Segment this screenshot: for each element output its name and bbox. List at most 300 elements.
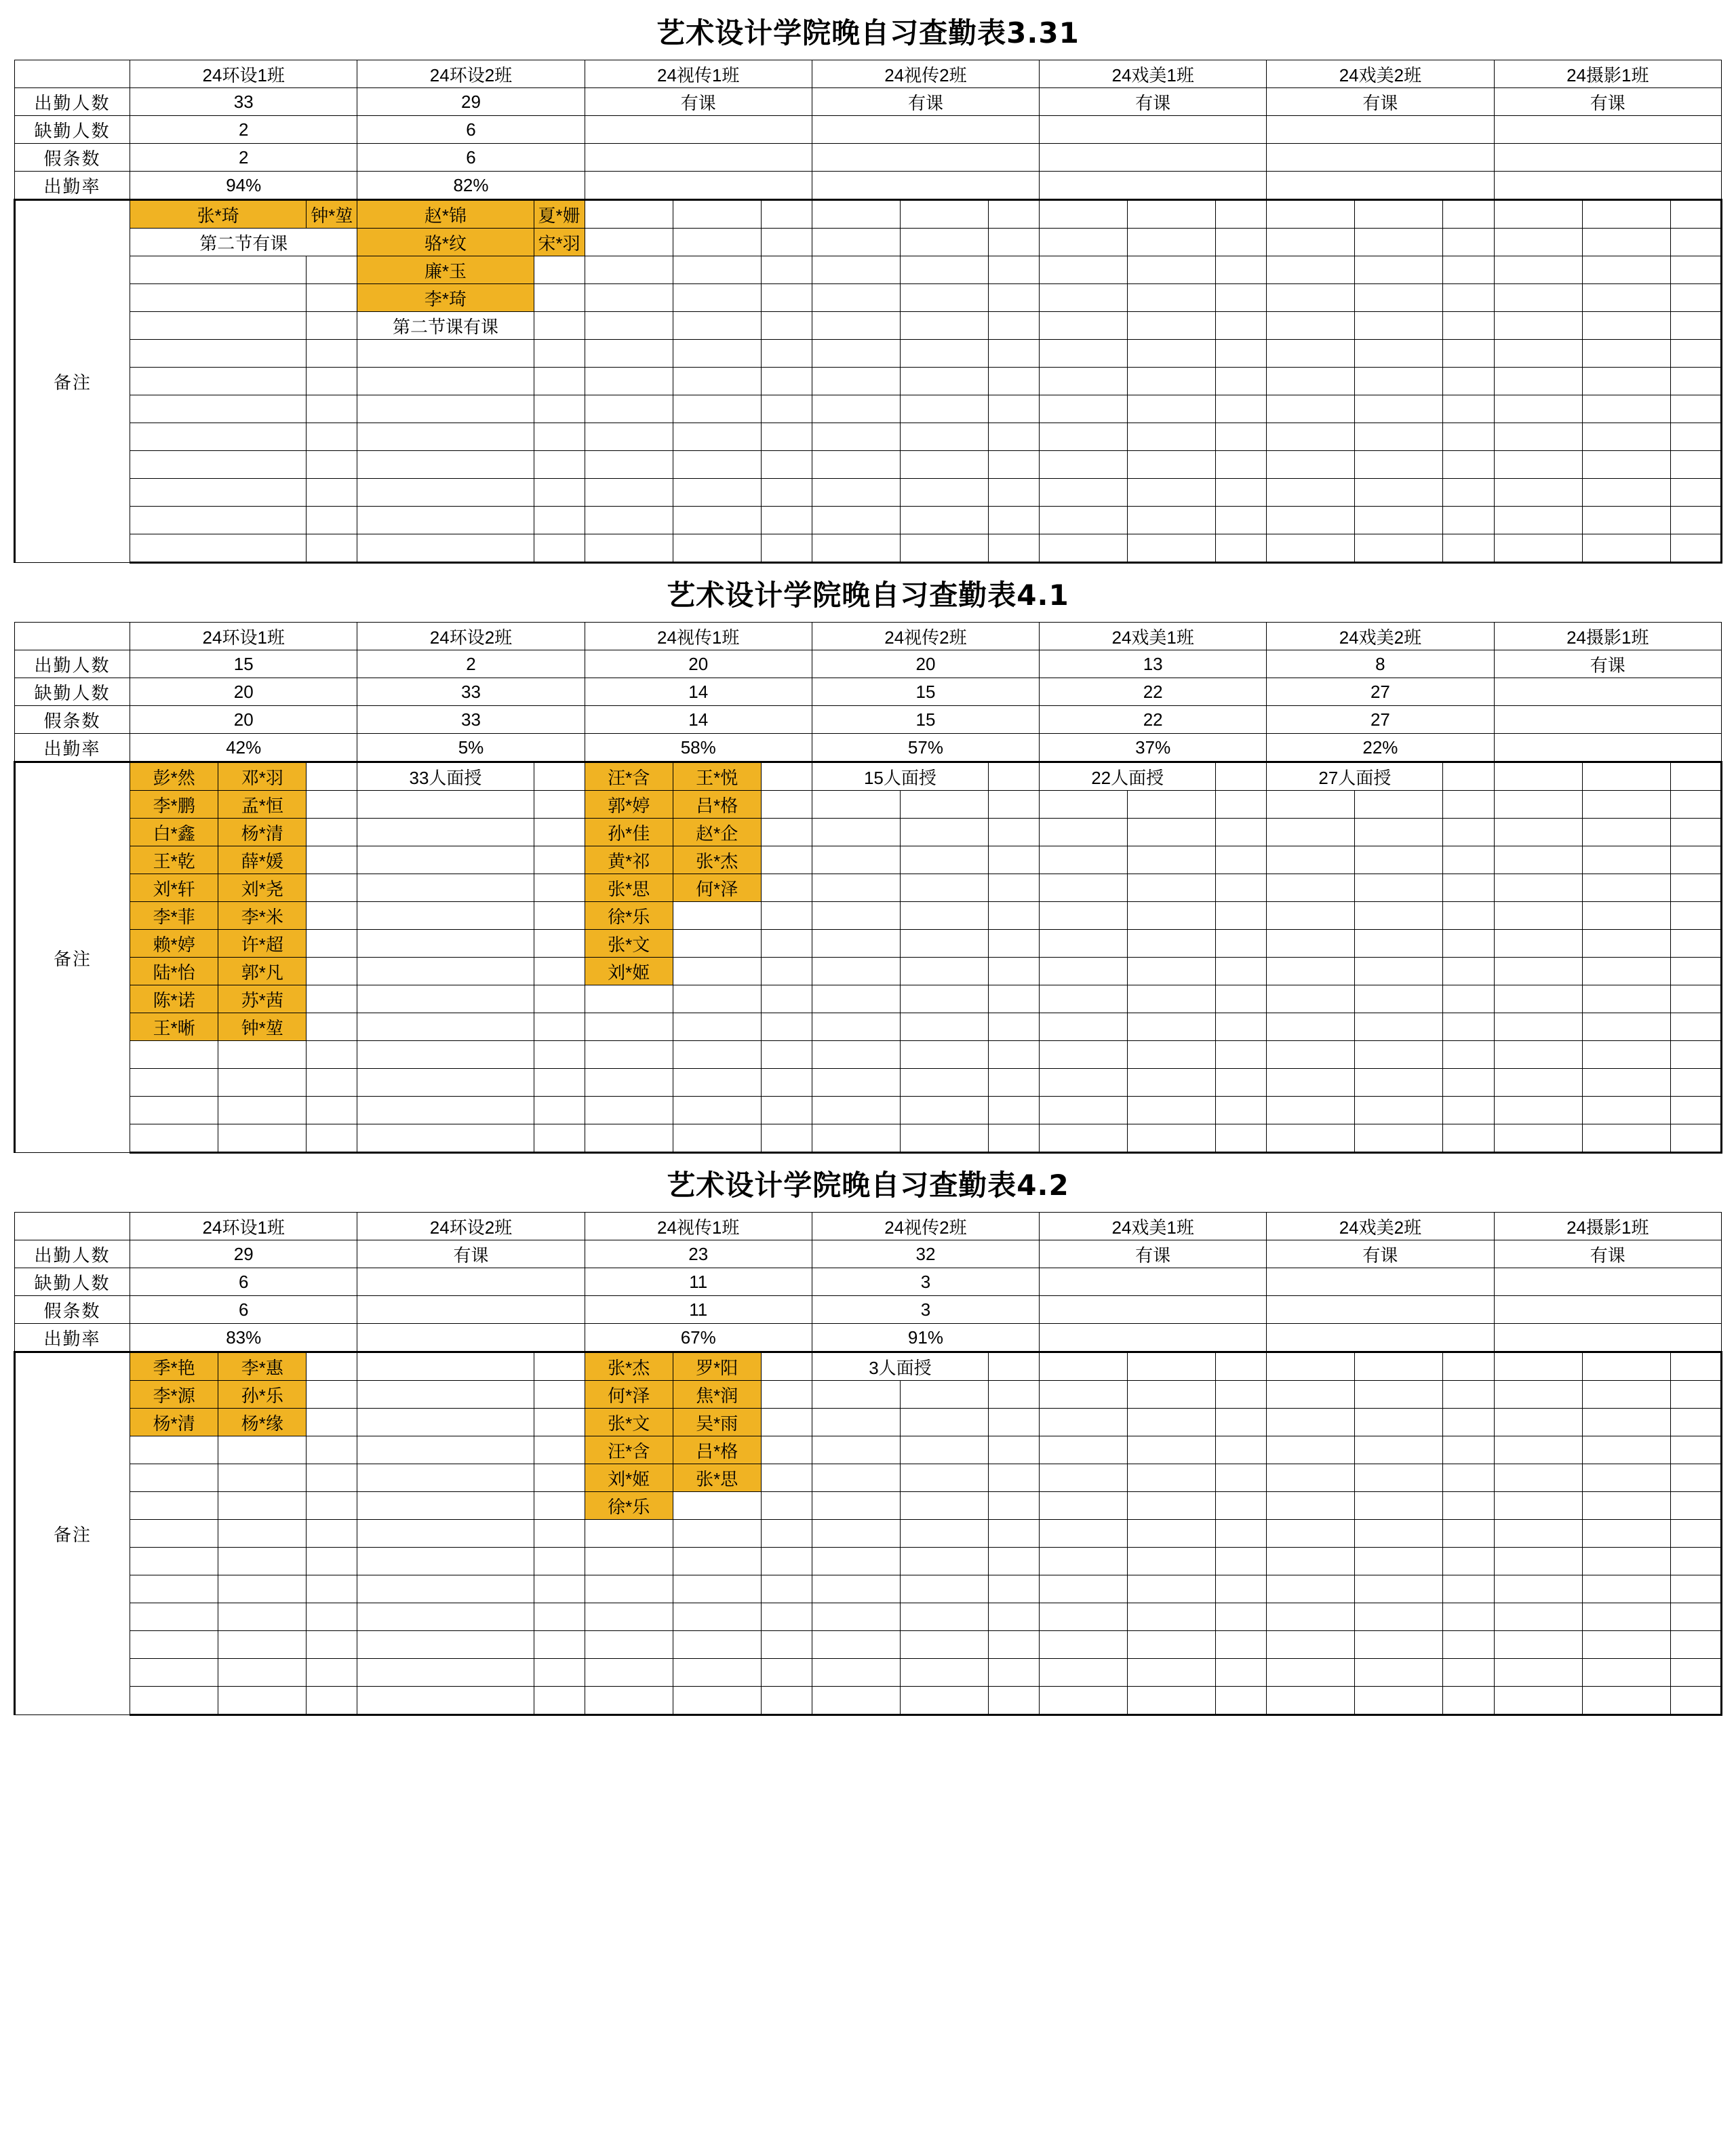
blank-cell [989, 340, 1040, 368]
remark-name: 何*泽 [673, 874, 761, 902]
blank-cell [761, 340, 812, 368]
blank-cell [1443, 1659, 1494, 1687]
blank-cell [761, 874, 812, 902]
blank-cell [1670, 958, 1721, 985]
blank-cell [534, 507, 585, 534]
blank-cell [1355, 1381, 1443, 1409]
blank-cell [1267, 1436, 1355, 1464]
blank-cell [1582, 1492, 1670, 1520]
absence-value-5 [1267, 1268, 1494, 1296]
blank-cell [1216, 819, 1267, 846]
blank-cell [1494, 958, 1582, 985]
blank-cell [218, 1041, 307, 1069]
blank-cell [1040, 1381, 1128, 1409]
attendance-value-5: 有课 [1267, 88, 1494, 116]
table-row-leave [15, 1296, 1722, 1324]
blank-cell [1582, 507, 1670, 534]
blank-cell [1267, 534, 1355, 563]
blank-cell [812, 1381, 900, 1409]
blank-cell [1267, 902, 1355, 930]
blank-cell [1040, 846, 1128, 874]
blank-cell [307, 395, 357, 423]
blank-cell [1670, 340, 1721, 368]
remark-name: 杨*清 [130, 1409, 218, 1436]
blank-cell [1040, 256, 1128, 284]
blank-cell [1582, 1097, 1670, 1124]
blank-cell [307, 1548, 357, 1575]
remark-name: 李*惠 [218, 1352, 307, 1381]
table-row-remark [15, 1464, 1722, 1492]
blank-cell [130, 1492, 218, 1520]
blank-cell [357, 1069, 534, 1097]
remark-name: 杨*清 [218, 819, 307, 846]
blank-cell [357, 958, 534, 985]
blank-cell [1267, 1548, 1355, 1575]
blank-cell [307, 1409, 357, 1436]
blank-cell [585, 451, 673, 479]
blank-cell [812, 1069, 900, 1097]
blank-cell [812, 930, 900, 958]
blank-cell [673, 1548, 761, 1575]
blank-cell [1670, 930, 1721, 958]
blank-cell [1494, 1352, 1582, 1381]
rate-value-5: 22% [1267, 734, 1494, 762]
absence-value-3 [812, 116, 1039, 144]
blank-cell [761, 256, 812, 284]
blank-cell [585, 1548, 673, 1575]
blank-cell [585, 256, 673, 284]
blank-cell [812, 1409, 900, 1436]
blank-cell [1670, 1659, 1721, 1687]
attendance-value-3: 32 [812, 1240, 1039, 1268]
attendance-table-3 [14, 1212, 1722, 1716]
blank-cell [218, 1575, 307, 1603]
row-label-leave: 假条数 [15, 1296, 130, 1324]
blank-cell [1355, 256, 1443, 284]
blank-cell [1216, 1436, 1267, 1464]
blank-cell [1355, 1687, 1443, 1715]
remark-name: 白*鑫 [130, 819, 218, 846]
blank-cell [1443, 1124, 1494, 1153]
blank-cell [130, 395, 307, 423]
blank-cell [989, 507, 1040, 534]
blank-cell [1040, 312, 1128, 340]
blank-cell [1216, 1575, 1267, 1603]
blank-cell [1670, 985, 1721, 1013]
blank-cell [673, 985, 761, 1013]
blank-cell [218, 1097, 307, 1124]
blank-cell [761, 1436, 812, 1464]
blank-cell [585, 1041, 673, 1069]
blank-cell [1355, 1575, 1443, 1603]
row-label-leave: 假条数 [15, 144, 130, 172]
blank-cell [307, 1381, 357, 1409]
blank-cell [1494, 819, 1582, 846]
remark-note: 第二节课有课 [357, 312, 534, 340]
blank-cell [1267, 1575, 1355, 1603]
blank-cell [761, 534, 812, 563]
blank-cell [1443, 874, 1494, 902]
blank-cell [989, 200, 1040, 229]
table-row-classheader [15, 623, 1722, 650]
corner-cell [15, 623, 130, 650]
blank-cell [585, 312, 673, 340]
blank-cell [1443, 846, 1494, 874]
blank-cell [585, 1097, 673, 1124]
blank-cell [900, 451, 988, 479]
blank-cell [1128, 1409, 1216, 1436]
blank-cell [218, 1069, 307, 1097]
blank-cell [1443, 1575, 1494, 1603]
remark-name: 廉*玉 [357, 256, 534, 284]
blank-cell [1355, 534, 1443, 563]
blank-cell [761, 451, 812, 479]
table-row-remark [15, 1575, 1722, 1603]
table-row-remark [15, 534, 1722, 563]
blank-cell [1582, 1381, 1670, 1409]
blank-cell [1128, 534, 1216, 563]
blank-cell [1443, 1603, 1494, 1631]
remark-name: 许*超 [218, 930, 307, 958]
blank-cell [357, 340, 534, 368]
blank-cell [534, 1352, 585, 1381]
blank-cell [1216, 256, 1267, 284]
blank-cell [900, 1464, 988, 1492]
blank-cell [1494, 791, 1582, 819]
blank-cell [1216, 791, 1267, 819]
blank-cell [1494, 423, 1582, 451]
blank-cell [1670, 1464, 1721, 1492]
blank-cell [1355, 791, 1443, 819]
rate-value-2: 67% [585, 1324, 812, 1352]
page-title-2: 艺术设计学院晚自习查勤表4.1 [667, 579, 1069, 612]
blank-cell [1216, 1520, 1267, 1548]
class-header-6: 24摄影1班 [1494, 623, 1721, 650]
attendance-block-1 [14, 4, 1722, 564]
table-row-remark [15, 958, 1722, 985]
blank-cell [761, 368, 812, 395]
table-row-remark [15, 479, 1722, 507]
blank-cell [673, 930, 761, 958]
remark-name: 王*悦 [673, 762, 761, 791]
blank-cell [1494, 985, 1582, 1013]
blank-cell [1040, 1520, 1128, 1548]
table-row-remark [15, 229, 1722, 256]
blank-cell [989, 1013, 1040, 1041]
blank-cell [1128, 1352, 1216, 1381]
blank-cell [357, 1409, 534, 1436]
blank-cell [1267, 985, 1355, 1013]
blank-cell [1040, 1124, 1128, 1153]
blank-cell [1355, 1409, 1443, 1436]
leave-value-5: 27 [1267, 706, 1494, 734]
attendance-value-6: 有课 [1494, 650, 1721, 678]
remark-name: 钟*堃 [307, 200, 357, 229]
blank-cell [1128, 1492, 1216, 1520]
blank-cell [900, 1687, 988, 1715]
blank-cell [1267, 507, 1355, 534]
blank-cell [900, 423, 988, 451]
blank-cell [761, 1352, 812, 1381]
blank-cell [1216, 1548, 1267, 1575]
blank-cell [812, 985, 900, 1013]
blank-cell [989, 256, 1040, 284]
blank-cell [900, 846, 988, 874]
class-header-3: 24视传2班 [812, 60, 1039, 88]
blank-cell [585, 479, 673, 507]
blank-cell [130, 1436, 218, 1464]
table-row-remark [15, 1013, 1722, 1041]
remark-name: 刘*姬 [585, 958, 673, 985]
remark-name: 焦*润 [673, 1381, 761, 1409]
blank-cell [1494, 1575, 1582, 1603]
blank-cell [130, 1631, 218, 1659]
blank-cell [1040, 479, 1128, 507]
blank-cell [1128, 507, 1216, 534]
blank-cell [761, 791, 812, 819]
blank-cell [307, 1520, 357, 1548]
blank-cell [357, 534, 534, 563]
table-row-remark [15, 846, 1722, 874]
blank-cell [1128, 1575, 1216, 1603]
blank-cell [534, 819, 585, 846]
blank-cell [673, 312, 761, 340]
blank-cell [989, 985, 1040, 1013]
blank-cell [534, 395, 585, 423]
attendance-value-1: 2 [357, 650, 585, 678]
blank-cell [673, 1520, 761, 1548]
blank-cell [357, 1097, 534, 1124]
blank-cell [812, 284, 900, 312]
blank-cell [1040, 1069, 1128, 1097]
blank-cell [357, 1041, 534, 1069]
blank-cell [1128, 819, 1216, 846]
blank-cell [534, 451, 585, 479]
blank-cell [218, 1464, 307, 1492]
blank-cell [1494, 1631, 1582, 1659]
rate-value-6 [1494, 172, 1721, 200]
remark-name: 邓*羽 [218, 762, 307, 791]
blank-cell [1216, 1352, 1267, 1381]
blank-cell [1582, 340, 1670, 368]
blank-cell [989, 1097, 1040, 1124]
blank-cell [1494, 1659, 1582, 1687]
blank-cell [812, 256, 900, 284]
blank-cell [1040, 874, 1128, 902]
table-row-remark [15, 1687, 1722, 1715]
blank-cell [1670, 256, 1721, 284]
blank-cell [130, 1603, 218, 1631]
remark-name: 孙*乐 [218, 1381, 307, 1409]
blank-cell [1128, 200, 1216, 229]
blank-cell [673, 902, 761, 930]
blank-cell [900, 819, 988, 846]
blank-cell [1128, 312, 1216, 340]
table-row-remark [15, 902, 1722, 930]
blank-cell [1040, 958, 1128, 985]
blank-cell [900, 874, 988, 902]
class-header-5: 24戏美2班 [1267, 623, 1494, 650]
blank-cell [989, 1436, 1040, 1464]
blank-cell [1582, 1124, 1670, 1153]
blank-cell [761, 1603, 812, 1631]
blank-cell [307, 1436, 357, 1464]
blank-cell [1494, 395, 1582, 423]
table-row-remark [15, 200, 1722, 229]
blank-cell [1040, 1464, 1128, 1492]
rate-value-1: 82% [357, 172, 585, 200]
blank-cell [1443, 902, 1494, 930]
blank-cell [130, 1687, 218, 1715]
blank-cell [1040, 1603, 1128, 1631]
blank-cell [1582, 200, 1670, 229]
leave-value-6 [1494, 706, 1721, 734]
remark-name: 汪*含 [585, 1436, 673, 1464]
blank-cell [1040, 1352, 1128, 1381]
blank-cell [307, 1041, 357, 1069]
table-row-rate [15, 172, 1722, 200]
blank-cell [900, 312, 988, 340]
blank-cell [761, 762, 812, 791]
blank-cell [1128, 1069, 1216, 1097]
blank-cell [761, 1659, 812, 1687]
blank-cell [1670, 1492, 1721, 1520]
blank-cell [812, 340, 900, 368]
blank-cell [1128, 1013, 1216, 1041]
blank-cell [534, 1687, 585, 1715]
attendance-value-1: 有课 [357, 1240, 585, 1268]
blank-cell [357, 1013, 534, 1041]
blank-cell [130, 1575, 218, 1603]
class-header-0: 24环设1班 [130, 1213, 357, 1240]
blank-cell [1355, 1124, 1443, 1153]
blank-cell [1216, 1069, 1267, 1097]
table-row-remark [15, 451, 1722, 479]
blank-cell [307, 1069, 357, 1097]
remark-note: 15人面授 [812, 762, 988, 791]
attendance-value-2: 23 [585, 1240, 812, 1268]
remark-name: 赵*锦 [357, 200, 534, 229]
table-row-remark [15, 1520, 1722, 1548]
blank-cell [534, 1069, 585, 1097]
blank-cell [989, 762, 1040, 791]
attendance-value-2: 20 [585, 650, 812, 678]
blank-cell [673, 1013, 761, 1041]
blank-cell [218, 1659, 307, 1687]
row-label-remark: 备注 [15, 1352, 130, 1715]
blank-cell [900, 1041, 988, 1069]
blank-cell [900, 284, 988, 312]
remark-name: 陈*诺 [130, 985, 218, 1013]
blank-cell [307, 1575, 357, 1603]
remark-name: 宋*羽 [534, 229, 585, 256]
table-row-remark [15, 791, 1722, 819]
blank-cell [1267, 1124, 1355, 1153]
blank-cell [1443, 1464, 1494, 1492]
attendance-value-6: 有课 [1494, 1240, 1721, 1268]
blank-cell [534, 534, 585, 563]
blank-cell [585, 1575, 673, 1603]
blank-cell [900, 340, 988, 368]
blank-cell [673, 368, 761, 395]
blank-cell [900, 1069, 988, 1097]
blank-cell [761, 1631, 812, 1659]
blank-cell [673, 1041, 761, 1069]
remark-note: 27人面授 [1267, 762, 1443, 791]
blank-cell [307, 874, 357, 902]
blank-cell [1443, 256, 1494, 284]
remark-name: 李*琦 [357, 284, 534, 312]
blank-cell [357, 1520, 534, 1548]
blank-cell [989, 902, 1040, 930]
attendance-block-3 [14, 1156, 1722, 1716]
table-row-classheader [15, 1213, 1722, 1240]
table-row-remark [15, 1041, 1722, 1069]
blank-cell [1582, 256, 1670, 284]
blank-cell [1216, 762, 1267, 791]
blank-cell [900, 229, 988, 256]
blank-cell [357, 1603, 534, 1631]
table-row-remark [15, 1492, 1722, 1520]
blank-cell [989, 1687, 1040, 1715]
blank-cell [900, 1548, 988, 1575]
blank-cell [1582, 958, 1670, 985]
blank-cell [1494, 1520, 1582, 1548]
blank-cell [1494, 507, 1582, 534]
blank-cell [1040, 1436, 1128, 1464]
blank-cell [130, 1464, 218, 1492]
remark-name: 吴*雨 [673, 1409, 761, 1436]
blank-cell [534, 1381, 585, 1409]
attendance-value-5: 有课 [1267, 1240, 1494, 1268]
blank-cell [1128, 451, 1216, 479]
blank-cell [1582, 534, 1670, 563]
blank-cell [989, 284, 1040, 312]
blank-cell [989, 1069, 1040, 1097]
blank-cell [1443, 762, 1494, 791]
blank-cell [812, 1124, 900, 1153]
blank-cell [989, 1381, 1040, 1409]
blank-cell [130, 451, 307, 479]
blank-cell [1040, 1631, 1128, 1659]
class-header-2: 24视传1班 [585, 1213, 812, 1240]
row-label-attendance: 出勤人数 [15, 1240, 130, 1268]
blank-cell [130, 340, 307, 368]
blank-cell [1355, 1631, 1443, 1659]
blank-cell [1040, 200, 1128, 229]
blank-cell [585, 395, 673, 423]
blank-cell [989, 1659, 1040, 1687]
blank-cell [900, 1124, 988, 1153]
attendance-value-2: 有课 [585, 88, 812, 116]
blank-cell [585, 985, 673, 1013]
blank-cell [1670, 874, 1721, 902]
blank-cell [1494, 451, 1582, 479]
blank-cell [812, 1097, 900, 1124]
blank-cell [1267, 1381, 1355, 1409]
attendance-table-1 [14, 60, 1722, 564]
blank-cell [1267, 229, 1355, 256]
blank-cell [218, 1436, 307, 1464]
blank-cell [812, 451, 900, 479]
blank-cell [761, 1520, 812, 1548]
blank-cell [1494, 534, 1582, 563]
blank-cell [585, 200, 673, 229]
attendance-value-5: 8 [1267, 650, 1494, 678]
blank-cell [307, 534, 357, 563]
blank-cell [1670, 423, 1721, 451]
blank-cell [1443, 1687, 1494, 1715]
